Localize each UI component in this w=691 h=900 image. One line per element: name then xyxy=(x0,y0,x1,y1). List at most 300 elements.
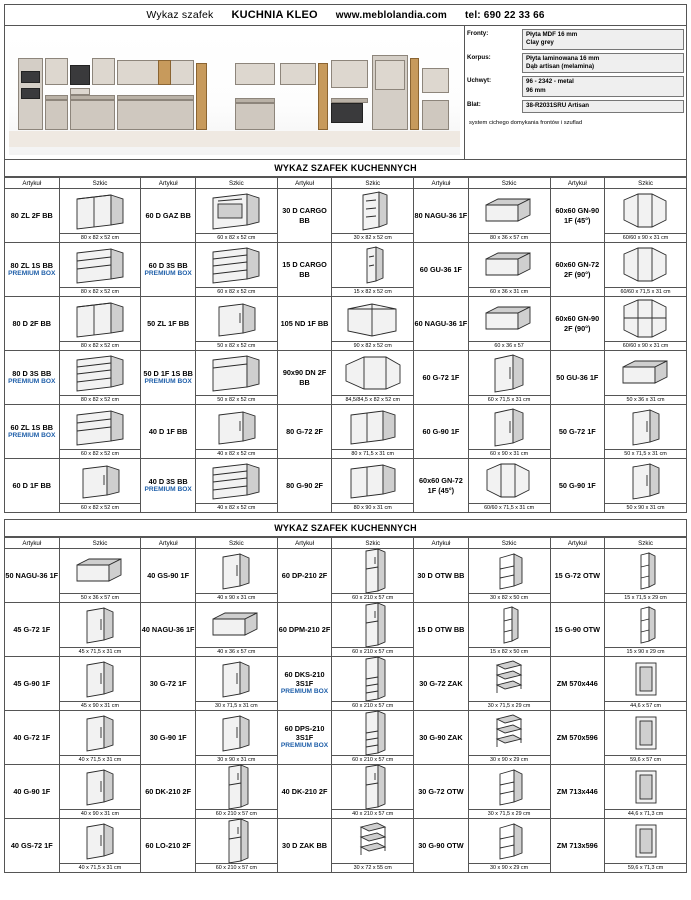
col-artykul-5: Artykuł xyxy=(550,178,605,189)
open-shelf-narrow-icon xyxy=(605,605,686,645)
corner-base-icon xyxy=(332,353,413,393)
product-sketch-cell xyxy=(605,459,687,513)
table-row xyxy=(5,405,687,459)
sketch-box xyxy=(196,297,277,350)
product-dimensions: 80 x 82 x 52 cm xyxy=(60,395,141,404)
product-dimensions: 15 x 82 x 52 cm xyxy=(332,287,413,296)
product-dimensions: 50 x 82 x 52 cm xyxy=(196,341,277,350)
cabinet-oven-icon xyxy=(196,191,277,231)
product-dimensions: 50 x 90 x 31 cm xyxy=(605,503,686,512)
product-code-label: 60 DPM-210 2F xyxy=(278,624,331,634)
sketch-box xyxy=(196,405,277,458)
product-code xyxy=(277,243,332,297)
premium-box-badge: PREMIUM BOX xyxy=(8,269,56,277)
spec-value-handle-line2: 96 mm xyxy=(526,86,546,94)
header-brand: KUCHNIA KLEO xyxy=(231,9,318,21)
product-dimensions: 40 x 36 x 57 cm xyxy=(196,647,277,656)
product-code-label: 60 NAGU-36 1F xyxy=(414,318,468,328)
corner-wall-icon xyxy=(469,461,550,501)
premium-box-badge: PREMIUM BOX xyxy=(8,377,56,385)
product-dimensions: 60 x 210 x 57 cm xyxy=(332,593,413,602)
table-row xyxy=(5,351,687,405)
product-sketch-cell xyxy=(59,297,141,351)
cabinet-3drawer-icon xyxy=(196,461,277,501)
product-sketch-cell xyxy=(195,711,277,765)
product-code xyxy=(277,603,332,657)
product-code xyxy=(550,351,605,405)
sketch-box xyxy=(605,405,686,458)
product-dimensions: 60 x 82 x 52 cm xyxy=(196,233,277,242)
product-dimensions: 80 x 90 x 31 cm xyxy=(332,503,413,512)
product-dimensions: 60 x 36 x 57 xyxy=(469,341,550,350)
spec-value-worktop xyxy=(522,100,684,112)
product-code-label: 60 ZL 1S BB xyxy=(10,422,53,432)
product-code xyxy=(550,549,605,603)
product-code-label: 80 G-90 2F xyxy=(286,480,323,490)
product-dimensions: 44,6 x 57 cm xyxy=(605,701,686,710)
cabinet-table-1 xyxy=(4,177,687,513)
product-sketch-cell xyxy=(332,351,414,405)
header-phone: tel: 690 22 33 66 xyxy=(465,9,545,21)
cabinet-2door-icon xyxy=(60,299,141,339)
product-code-label: 30 G-72 OTW xyxy=(418,786,464,796)
product-dimensions: 60/60 x 71,5 x 31 cm xyxy=(469,503,550,512)
product-code-label: 40 D 1F BB xyxy=(148,426,188,436)
product-code-label: 50 D 1F 1S BB xyxy=(143,368,193,378)
product-code-label: 60 LO-210 2F xyxy=(145,840,191,850)
product-code-label: 40 D 3S BB xyxy=(148,476,188,486)
product-sketch-cell xyxy=(468,549,550,603)
cabinet-door-drawer-icon xyxy=(196,353,277,393)
wall-1door-icon xyxy=(60,659,141,699)
tall-cabinet-drawers-icon xyxy=(332,659,413,699)
col-szkic-1: Szkic xyxy=(59,178,141,189)
product-code-label: 80 ZL 1S BB xyxy=(10,260,53,270)
product-code-label: 60 G-72 1F xyxy=(422,372,460,382)
cabinet-cargo-narrow-icon xyxy=(332,245,413,285)
col-szkic-2: Szkic xyxy=(195,178,277,189)
sketch-box xyxy=(332,711,413,764)
product-dimensions: 30 x 71,5 x 31 cm xyxy=(196,701,277,710)
product-sketch-cell xyxy=(195,549,277,603)
product-code xyxy=(5,243,60,297)
product-dimensions: 50 x 82 x 52 cm xyxy=(196,395,277,404)
product-code xyxy=(141,351,196,405)
product-code-label: 40 DK-210 2F xyxy=(281,786,328,796)
product-sketch-cell xyxy=(332,297,414,351)
wall-1door-icon xyxy=(196,659,277,699)
product-dimensions: 80 x 82 x 52 cm xyxy=(60,287,141,296)
product-code xyxy=(5,657,60,711)
sketch-box xyxy=(332,189,413,242)
cabinet-table-1-body xyxy=(5,189,687,513)
product-code-label: 60 DKS-210 3S1F xyxy=(284,670,325,689)
wall-2door-icon xyxy=(332,407,413,447)
product-sketch-cell xyxy=(468,243,550,297)
sketch-box xyxy=(332,603,413,656)
spec-value-handle-line1: 96 - 2342 - metal xyxy=(526,78,574,86)
product-code xyxy=(141,819,196,873)
section-title-1: WYKAZ SZAFEK KUCHENNYCH xyxy=(4,160,687,177)
wall-box-icon xyxy=(469,299,550,339)
product-dimensions: 60 x 36 x 31 cm xyxy=(469,287,550,296)
wall-1door-icon xyxy=(196,713,277,753)
table-row xyxy=(5,711,687,765)
product-code xyxy=(277,657,332,711)
product-code-label: 50 NAGU-36 1F xyxy=(5,570,59,580)
product-sketch-cell xyxy=(605,243,687,297)
wall-box-icon xyxy=(605,353,686,393)
product-sketch-cell xyxy=(468,297,550,351)
product-dimensions: 30 x 90 x 31 cm xyxy=(196,755,277,764)
product-code xyxy=(5,765,60,819)
tall-cabinet-drawers-icon xyxy=(332,713,413,753)
product-code-label: 30 G-72 1F xyxy=(149,678,187,688)
product-code-label: 40 G-72 1F xyxy=(13,732,51,742)
product-code xyxy=(414,243,469,297)
product-code xyxy=(550,603,605,657)
sketch-box xyxy=(196,189,277,242)
sketch-box xyxy=(332,549,413,602)
sketch-box xyxy=(60,243,141,296)
product-dimensions: 60 x 210 x 57 cm xyxy=(196,809,277,818)
wall-tall-icon xyxy=(469,407,550,447)
corner-wall-tall-icon xyxy=(605,299,686,339)
product-code xyxy=(550,189,605,243)
product-code-label: 80 ZL 2F BB xyxy=(10,210,53,220)
product-dimensions: 80 x 82 x 52 cm xyxy=(60,341,141,350)
col-szkic-3: Szkic xyxy=(332,178,414,189)
sketch-box xyxy=(605,459,686,512)
product-sketch-cell xyxy=(59,711,141,765)
premium-box-badge: PREMIUM BOX xyxy=(280,742,329,750)
product-sketch-cell xyxy=(59,459,141,513)
product-dimensions: 59,6 x 57 cm xyxy=(605,755,686,764)
product-sketch-cell xyxy=(605,189,687,243)
sketch-box xyxy=(196,819,277,872)
product-code-label: 50 ZL 1F BB xyxy=(147,318,190,328)
spec-label-fronts: Fronty: xyxy=(467,30,489,37)
product-code-label: ZM 570x446 xyxy=(556,678,598,688)
product-code-label: 60 DK-210 2F xyxy=(145,786,192,796)
sketch-box xyxy=(60,765,141,818)
col2-artykul-1: Artykuł xyxy=(5,538,60,549)
product-code xyxy=(5,549,60,603)
product-sketch-cell xyxy=(332,243,414,297)
product-code xyxy=(277,711,332,765)
product-code-label: 15 D CARGO BB xyxy=(282,260,327,279)
product-code xyxy=(277,351,332,405)
product-code xyxy=(550,657,605,711)
wall-1door-icon xyxy=(60,605,141,645)
spec-value-fronts-line2: Clay grey xyxy=(526,39,554,47)
product-sketch-cell xyxy=(332,765,414,819)
product-code xyxy=(5,351,60,405)
spec-note: system cichego domykania frontów i szuflad xyxy=(469,119,583,126)
product-code-label: 15 D OTW BB xyxy=(417,624,465,634)
wall-tall-icon xyxy=(469,353,550,393)
sketch-box xyxy=(196,459,277,512)
wall-1door-icon xyxy=(60,821,141,861)
col2-szkic-5: Szkic xyxy=(605,538,687,549)
product-code xyxy=(414,549,469,603)
product-code-label: 40 NAGU-36 1F xyxy=(141,624,195,634)
sketch-box xyxy=(60,819,141,872)
spec-value-fronts xyxy=(522,29,684,50)
product-sketch-cell xyxy=(332,459,414,513)
product-dimensions: 40 x 90 x 31 cm xyxy=(60,809,141,818)
product-code xyxy=(414,297,469,351)
product-dimensions: 60 x 210 x 57 cm xyxy=(196,863,277,872)
sketch-box xyxy=(332,657,413,710)
product-dimensions: 30 x 72 x 55 cm xyxy=(332,863,413,872)
wall-box-icon xyxy=(196,605,277,645)
sketch-box xyxy=(332,459,413,512)
product-code-label: 80 D 2F BB xyxy=(12,318,52,328)
product-dimensions: 40 x 82 x 52 cm xyxy=(196,503,277,512)
sketch-box xyxy=(605,297,686,350)
mirror-panel-icon xyxy=(605,713,686,753)
sketch-box xyxy=(196,603,277,656)
product-code-label: 30 G-90 ZAK xyxy=(419,732,463,742)
product-code-label: 80 G-72 2F xyxy=(286,426,323,436)
cabinet-1door-icon xyxy=(60,461,141,501)
product-code xyxy=(141,657,196,711)
render-floor xyxy=(9,131,460,147)
product-sketch-cell xyxy=(59,405,141,459)
product-sketch-cell xyxy=(468,657,550,711)
sink-corner-icon xyxy=(332,299,413,339)
sketch-box xyxy=(605,549,686,602)
spec-value-corpus xyxy=(522,53,684,74)
product-sketch-cell xyxy=(332,405,414,459)
product-code xyxy=(5,297,60,351)
product-code xyxy=(141,405,196,459)
tall-cabinet-icon xyxy=(332,551,413,591)
product-code-label: 30 G-72 ZAK xyxy=(419,678,463,688)
product-dimensions: 60 x 71,5 x 31 cm xyxy=(469,395,550,404)
product-dimensions: 40 x 71,5 x 31 cm xyxy=(60,863,141,872)
product-code-label: 50 G-90 1F xyxy=(558,480,596,490)
col-szkic-5: Szkic xyxy=(605,178,687,189)
col-artykul-4: Artykuł xyxy=(414,178,469,189)
product-dimensions: 90 x 82 x 52 cm xyxy=(332,341,413,350)
product-dimensions: 59,6 x 71,3 cm xyxy=(605,863,686,872)
sketch-box xyxy=(605,819,686,872)
product-code xyxy=(414,405,469,459)
spec-value-corpus-line1: Płyta laminowana 16 mm xyxy=(526,54,600,62)
wall-box-icon xyxy=(469,245,550,285)
wall-box-icon xyxy=(60,551,141,591)
product-code-label: 80 NAGU-36 1F xyxy=(414,210,468,220)
premium-box-badge: PREMIUM BOX xyxy=(144,269,192,277)
spec-value-worktop-line1: 38-R2031SRU Artisan xyxy=(526,102,590,110)
sketch-box xyxy=(605,243,686,296)
sketch-box xyxy=(605,603,686,656)
spec-row-fronts xyxy=(467,29,684,50)
col2-artykul-3: Artykuł xyxy=(277,538,332,549)
sketch-box xyxy=(60,405,141,458)
sketch-box xyxy=(332,351,413,404)
product-sketch-cell xyxy=(59,243,141,297)
sketch-box xyxy=(196,351,277,404)
product-code xyxy=(141,603,196,657)
cabinet-1door-icon xyxy=(196,299,277,339)
product-code xyxy=(550,711,605,765)
col2-szkic-2: Szkic xyxy=(195,538,277,549)
mirror-panel-icon xyxy=(605,767,686,807)
product-dimensions: 30 x 71,5 x 29 cm xyxy=(469,701,550,710)
product-sketch-cell xyxy=(195,819,277,873)
product-sketch-cell xyxy=(195,603,277,657)
shelf-rack-icon xyxy=(469,713,550,753)
premium-box-badge: PREMIUM BOX xyxy=(8,431,56,439)
sketch-box xyxy=(605,711,686,764)
spec-value-fronts-line1: Płyta MDF 16 mm xyxy=(526,31,578,38)
product-sketch-cell xyxy=(59,351,141,405)
product-dimensions: 30 x 82 x 52 cm xyxy=(332,233,413,242)
product-code-label: 60 D 3S BB xyxy=(148,260,188,270)
sketch-box xyxy=(605,351,686,404)
sketch-box xyxy=(469,603,550,656)
product-code-label: 60 GU-36 1F xyxy=(419,264,462,274)
spec-row-handle xyxy=(467,76,684,97)
product-dimensions: 60/60 x 90 x 31 cm xyxy=(605,341,686,350)
product-code xyxy=(550,459,605,513)
shelf-rack-icon xyxy=(469,659,550,699)
wall-1door-icon xyxy=(60,767,141,807)
product-dimensions: 50 x 36 x 31 cm xyxy=(605,395,686,404)
open-shelf-icon xyxy=(469,551,550,591)
product-sketch-cell xyxy=(605,297,687,351)
sketch-box xyxy=(60,189,141,242)
product-code xyxy=(141,459,196,513)
product-code-label: 30 G-90 1F xyxy=(149,732,187,742)
product-code xyxy=(414,189,469,243)
spec-label-worktop: Blat: xyxy=(467,101,481,109)
col2-artykul-5: Artykuł xyxy=(550,538,605,549)
product-code xyxy=(277,819,332,873)
product-dimensions: 44,6 x 71,3 cm xyxy=(605,809,686,818)
product-sketch-cell xyxy=(468,603,550,657)
table-row xyxy=(5,459,687,513)
product-code xyxy=(277,765,332,819)
product-dimensions: 15 x 71,5 x 29 cm xyxy=(605,593,686,602)
product-code-label: 105 ND 1F BB xyxy=(280,318,329,328)
table-row xyxy=(5,243,687,297)
header-url: www.meblolandia.com xyxy=(335,9,448,21)
product-code xyxy=(550,243,605,297)
sketch-box xyxy=(469,711,550,764)
product-code-label: 30 D ZAK BB xyxy=(282,840,328,850)
product-sketch-cell xyxy=(195,405,277,459)
product-code xyxy=(141,243,196,297)
product-sketch-cell xyxy=(468,711,550,765)
sketch-box xyxy=(469,189,550,242)
sketch-box xyxy=(469,405,550,458)
tall-cabinet-icon xyxy=(196,821,277,861)
overview-band xyxy=(4,26,687,160)
corner-wall-icon xyxy=(605,191,686,231)
tall-cabinet-icon xyxy=(332,767,413,807)
cabinet-1door-icon xyxy=(196,407,277,447)
product-sketch-cell xyxy=(605,657,687,711)
wall-2door-icon xyxy=(332,461,413,501)
product-dimensions: 40 x 210 x 57 cm xyxy=(332,809,413,818)
sketch-box xyxy=(332,765,413,818)
product-code xyxy=(5,189,60,243)
product-sketch-cell xyxy=(332,657,414,711)
sketch-box xyxy=(60,459,141,512)
product-code xyxy=(550,765,605,819)
product-sketch-cell xyxy=(195,297,277,351)
product-dimensions: 60 x 210 x 57 cm xyxy=(332,701,413,710)
sketch-box xyxy=(469,297,550,350)
product-sketch-cell xyxy=(605,765,687,819)
product-dimensions: 80 x 71,5 x 31 cm xyxy=(332,449,413,458)
product-code-label: 30 D CARGO BB xyxy=(282,206,327,225)
spec-row-worktop xyxy=(467,100,684,112)
sketch-box xyxy=(196,765,277,818)
product-code-label: 40 GS-72 1F xyxy=(10,840,53,850)
product-dimensions: 45 x 90 x 31 cm xyxy=(60,701,141,710)
product-sketch-cell xyxy=(468,459,550,513)
premium-box-badge: PREMIUM BOX xyxy=(280,688,329,696)
sketch-box xyxy=(60,549,141,602)
cabinet-2door-icon xyxy=(60,191,141,231)
product-sketch-cell xyxy=(195,351,277,405)
product-code xyxy=(414,657,469,711)
product-sketch-cell xyxy=(605,711,687,765)
product-sketch-cell xyxy=(468,819,550,873)
product-sketch-cell xyxy=(332,711,414,765)
product-sketch-cell xyxy=(332,549,414,603)
product-dimensions: 15 x 90 x 29 cm xyxy=(605,647,686,656)
kitchen-render-canvas xyxy=(9,30,460,155)
product-sketch-cell xyxy=(195,765,277,819)
product-code xyxy=(5,603,60,657)
sketch-box xyxy=(196,549,277,602)
col2-szkic-4: Szkic xyxy=(468,538,550,549)
product-code xyxy=(141,711,196,765)
product-sketch-cell xyxy=(332,603,414,657)
product-dimensions: 60 x 82 x 52 cm xyxy=(60,449,141,458)
mirror-panel-icon xyxy=(605,821,686,861)
product-code-label: 60x60 GN-90 1F (45°) xyxy=(555,206,600,225)
product-dimensions: 80 x 82 x 52 cm xyxy=(60,233,141,242)
product-code xyxy=(141,765,196,819)
table-row xyxy=(5,765,687,819)
product-code xyxy=(277,549,332,603)
col2-szkic-3: Szkic xyxy=(332,538,414,549)
col-artykul-3: Artykuł xyxy=(277,178,332,189)
table-row xyxy=(5,189,687,243)
cabinet-cargo-icon xyxy=(332,191,413,231)
product-sketch-cell xyxy=(605,819,687,873)
cabinet-3drawer-icon xyxy=(196,245,277,285)
open-shelf-icon xyxy=(469,821,550,861)
sketch-box xyxy=(60,711,141,764)
product-code-label: 30 D OTW BB xyxy=(417,570,465,580)
product-dimensions: 80 x 36 x 57 cm xyxy=(469,233,550,242)
product-sketch-cell xyxy=(332,819,414,873)
product-code-label: 60 D 1F BB xyxy=(12,480,52,490)
product-dimensions: 40 x 71,5 x 31 cm xyxy=(60,755,141,764)
product-dimensions: 60/60 x 71,5 x 31 cm xyxy=(605,287,686,296)
product-code xyxy=(550,297,605,351)
sketch-box xyxy=(60,351,141,404)
product-code xyxy=(414,819,469,873)
